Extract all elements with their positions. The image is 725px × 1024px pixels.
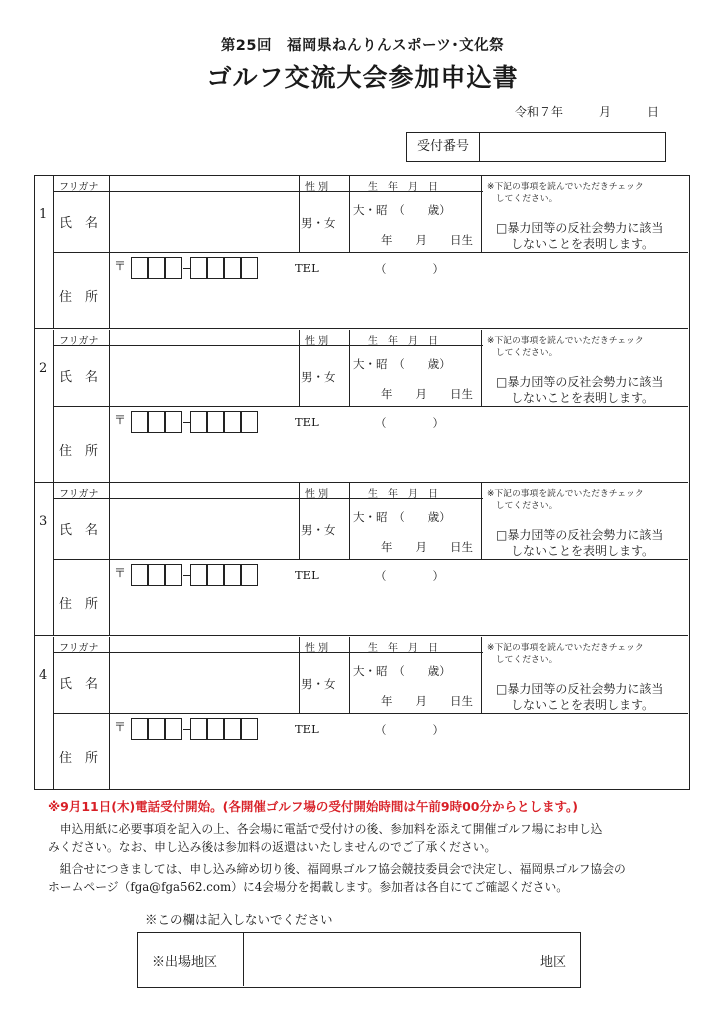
divider (481, 483, 482, 559)
gender-options[interactable]: 男・女 (301, 216, 336, 230)
gender-header: 性 別 (305, 335, 329, 347)
postal-code-digit[interactable] (207, 411, 224, 433)
divider (349, 330, 350, 406)
entry-number: 1 (39, 207, 48, 222)
postal-code-digit[interactable] (148, 411, 165, 433)
name-field[interactable] (111, 499, 298, 558)
furigana-field[interactable] (111, 483, 298, 498)
entry-number: 3 (39, 514, 48, 529)
divider (53, 406, 688, 407)
area-field[interactable] (246, 933, 546, 986)
postal-code-digit[interactable] (131, 257, 148, 279)
instruction-line: 組合せにつきましては、申し込み締め切り後、福岡県ゴルフ協会競技委員会で決定し、福岡県ゴルフ協会の (48, 862, 626, 876)
address-label: 住 所 (59, 597, 99, 612)
receipt-number-label: 受付番号 (407, 133, 480, 161)
postal-code-digit[interactable] (207, 564, 224, 586)
furigana-field[interactable] (111, 637, 298, 652)
entry-block (35, 176, 688, 330)
address-field[interactable] (111, 591, 687, 635)
tel-field[interactable]: （ ） (375, 569, 444, 583)
instruction-line: みください。なお、申し込み後は参加料の返還はいたしませんのでご了承ください。 (48, 840, 497, 854)
postal-code-digit[interactable] (241, 718, 258, 740)
anti-social-checkbox[interactable]: □暴力団等の反社会勢力に該当 (496, 528, 664, 542)
entry-table (34, 175, 690, 790)
postal-mark: 〒 (114, 412, 127, 427)
furigana-label: フリガナ (59, 642, 99, 654)
address-field[interactable] (111, 284, 687, 328)
gender-options[interactable]: 男・女 (301, 523, 336, 537)
name-field[interactable] (111, 346, 298, 405)
postal-hyphen (183, 729, 190, 730)
postal-code-digit[interactable] (165, 718, 182, 740)
name-label: 氏 名 (59, 676, 99, 692)
tel-label: TEL (295, 721, 319, 736)
furigana-field[interactable] (111, 176, 298, 191)
birth-date-field[interactable]: 年 月 日生 (381, 233, 473, 247)
postal-code-digit[interactable] (131, 718, 148, 740)
anti-social-declaration: しないことを表明します。 (511, 237, 655, 251)
divider (349, 176, 350, 252)
tel-label: TEL (295, 568, 319, 582)
postal-code-digit[interactable] (224, 564, 241, 586)
name-label: 氏 名 (59, 369, 99, 385)
entry-number: 4 (39, 667, 48, 683)
postal-code-digit[interactable] (190, 257, 207, 279)
postal-code-digit[interactable] (224, 257, 241, 279)
divider (53, 252, 688, 253)
tel-label: TEL (295, 261, 319, 275)
birth-date-field[interactable]: 年 月 日生 (381, 540, 473, 554)
address-label: 住 所 (59, 750, 99, 766)
divider (481, 637, 482, 713)
gender-header: 性 別 (305, 182, 329, 193)
postal-code-digit[interactable] (148, 257, 165, 279)
furigana-label: フリガナ (59, 182, 99, 193)
office-use-divider (243, 933, 244, 986)
postal-code-digit[interactable] (241, 564, 258, 586)
application-instructions (48, 820, 688, 856)
divider (349, 637, 350, 713)
phone-reception-notice: ※9月11日(木)電話受付開始。(各開催ゴルフ場の受付開始時間は午前9時00分からとします。) (48, 799, 578, 814)
divider (349, 483, 350, 559)
postal-code-digit[interactable] (148, 718, 165, 740)
furigana-field[interactable] (111, 330, 298, 345)
postal-code-digit[interactable] (190, 718, 207, 740)
address-field[interactable] (111, 745, 687, 789)
form-title: ゴルフ交流大会参加申込書 (206, 63, 519, 92)
name-label: 氏 名 (59, 523, 99, 538)
birth-date-header: 生 年 月 日 (368, 182, 438, 193)
anti-social-declaration: しないことを表明します。 (511, 697, 655, 712)
divider (53, 559, 688, 560)
era-age-field[interactable]: 大・昭 （ 歳） (353, 510, 451, 524)
address-label: 住 所 (59, 290, 99, 305)
event-subtitle: 第25回 福岡県ねんりんスポーツ･文化祭 (220, 38, 505, 54)
gender-options[interactable]: 男・女 (301, 369, 336, 384)
postal-code-digit[interactable] (190, 411, 207, 433)
era-age-field[interactable]: 大・昭 （ 歳） (353, 203, 451, 217)
postal-code-digit[interactable] (190, 564, 207, 586)
receipt-number-box (406, 132, 666, 162)
instruction-line: 申込用紙に必要事項を記入の上、各会場に電話で受付けの後、参加料を添えて開催ゴルフ場にお申し込 (48, 822, 603, 836)
gender-header: 性 別 (305, 489, 329, 500)
anti-social-declaration: しないことを表明します。 (511, 544, 655, 558)
birth-date-header: 生 年 月 日 (368, 642, 438, 654)
anti-social-declaration: しないことを表明します。 (511, 390, 655, 405)
postal-code-digit[interactable] (207, 257, 224, 279)
postal-code-digit[interactable] (165, 257, 182, 279)
divider (299, 637, 300, 713)
birth-date-field[interactable]: 年 月 日生 (381, 693, 473, 708)
tel-field[interactable]: （ ） (375, 415, 444, 430)
postal-code-digit[interactable] (241, 257, 258, 279)
postal-mark: 〒 (114, 566, 127, 580)
anti-social-checkbox[interactable]: □暴力団等の反社会勢力に該当 (496, 681, 664, 696)
era-age-field[interactable]: 大・昭 （ 歳） (353, 663, 451, 678)
address-label: 住 所 (59, 443, 99, 459)
postal-code-digit[interactable] (165, 564, 182, 586)
postal-code-digit[interactable] (224, 718, 241, 740)
entry-block (35, 330, 688, 484)
area-label: ※出場地区 (152, 955, 218, 970)
furigana-label: フリガナ (59, 489, 99, 500)
check-note: ※下記の事項を読んでいただきチェック してください。 (487, 335, 644, 358)
divider (299, 483, 300, 559)
instruction-line: ホームページ（fga@fga562.com）に4会場分を掲載します。参加者は各自にてご確認ください。 (48, 880, 569, 894)
postal-code-digit[interactable] (131, 411, 148, 433)
anti-social-checkbox[interactable]: □暴力団等の反社会勢力に該当 (496, 221, 664, 235)
birth-date-field[interactable]: 年 月 日生 (381, 386, 473, 401)
check-note: ※下記の事項を読んでいただきチェック してください。 (487, 642, 644, 665)
birth-date-header: 生 年 月 日 (368, 335, 438, 347)
postal-hyphen (183, 422, 190, 423)
postal-code-digit[interactable] (207, 718, 224, 740)
date-field[interactable]: 令和７年 月 日 (515, 105, 660, 119)
divider (299, 176, 300, 252)
postal-mark: 〒 (114, 719, 127, 734)
postal-hyphen (183, 268, 190, 269)
postal-mark: 〒 (114, 259, 127, 273)
postal-code-digit[interactable] (148, 564, 165, 586)
postal-code-digit[interactable] (131, 564, 148, 586)
anti-social-checkbox[interactable]: □暴力団等の反社会勢力に該当 (496, 374, 664, 389)
check-note: ※下記の事項を読んでいただきチェック してください。 (487, 489, 644, 511)
postal-hyphen (183, 575, 190, 576)
furigana-label: フリガナ (59, 335, 99, 347)
postal-code-digit[interactable] (241, 411, 258, 433)
area-suffix: 地区 (540, 955, 567, 970)
name-field[interactable] (111, 653, 298, 712)
name-field[interactable] (111, 192, 298, 251)
gender-options[interactable]: 男・女 (301, 676, 336, 691)
entry-block (35, 637, 688, 791)
pairing-instructions (48, 860, 688, 896)
entry-number: 2 (39, 360, 48, 376)
office-use-instruction: ※この欄は記入しないでください (145, 912, 333, 927)
receipt-number-field[interactable] (481, 133, 663, 161)
divider (53, 713, 688, 714)
entry-block (35, 483, 688, 637)
postal-code-digit[interactable] (224, 411, 241, 433)
birth-date-header: 生 年 月 日 (368, 489, 438, 500)
tel-field[interactable]: （ ） (375, 262, 444, 276)
divider (481, 176, 482, 252)
tel-field[interactable]: （ ） (375, 722, 444, 737)
office-use-box (137, 932, 581, 988)
address-field[interactable] (111, 438, 687, 482)
check-note: ※下記の事項を読んでいただきチェック してください。 (487, 182, 644, 204)
gender-header: 性 別 (305, 642, 329, 654)
era-age-field[interactable]: 大・昭 （ 歳） (353, 356, 451, 371)
name-label: 氏 名 (59, 216, 99, 231)
divider (481, 330, 482, 406)
tel-label: TEL (295, 414, 319, 429)
postal-code-digit[interactable] (165, 411, 182, 433)
divider (299, 330, 300, 406)
